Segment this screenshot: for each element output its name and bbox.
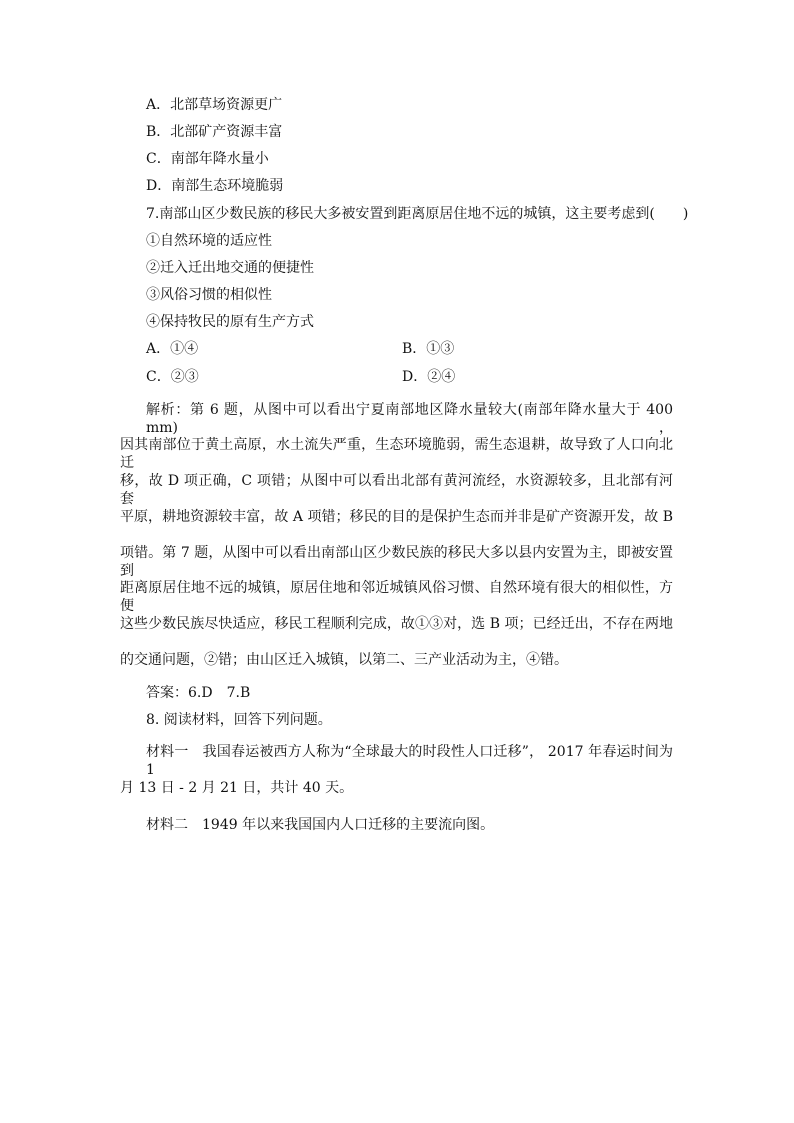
analysis-line-8: 的交通问题，②错；由山区迁入城镇，以第二、三产业活动为主，④错。 xyxy=(120,652,568,668)
q7-item-1: ①自然环境的适应性 xyxy=(146,233,272,249)
q7-item-4: ④保持牧民的原有生产方式 xyxy=(146,314,314,330)
q6-option-a: A．北部草场资源更广 xyxy=(146,97,283,113)
analysis-line-5: 项错。第 7 题，从图中可以看出南部山区少数民族的移民大多以县内安置为主，即被安置到 xyxy=(120,545,673,579)
q7-option-c: C．②③ xyxy=(146,369,199,385)
q7-option-d: D．②④ xyxy=(402,369,456,385)
q8-stem: 8. 阅读材料，回答下列问题。 xyxy=(146,712,332,728)
q7-item-2: ②迁入迁出地交通的便捷性 xyxy=(146,260,314,276)
q7-option-a: A．①④ xyxy=(146,341,199,357)
material-1-line-1: 材料一 我国春运被西方人称为“全球最大的时段性人口迁移”， 2017 年春运时间为 1 xyxy=(146,744,673,778)
analysis-line-3: 移，故 D 项正确，C 项错；从图中可以看出北部有黄河流经，水资源较多，且北部有河套 xyxy=(120,473,673,507)
q6-option-d: D．南部生态环境脆弱 xyxy=(146,178,284,194)
material-2: 材料二 1949 年以来我国国内人口迁移的主要流向图。 xyxy=(146,817,495,833)
q6-option-c: C．南部年降水量小 xyxy=(146,151,269,167)
q7-item-3: ③风俗习惯的相似性 xyxy=(146,287,272,303)
analysis-line-4: 平原，耕地资源较丰富，故 A 项错；移民的目的是保护生态而并非是矿产资源开发，故 B xyxy=(120,509,673,525)
q7-option-b: B．①③ xyxy=(402,341,455,357)
analysis-line-1: 解析：第 6 题，从图中可以看出宁夏南部地区降水量较大(南部年降水量大于 400 mm)， xyxy=(146,402,673,436)
q6-option-b: B．北部矿产资源丰富 xyxy=(146,124,283,140)
q7-stem: 7.南部山区少数民族的移民大多被安置到距离原居住地不远的城镇，这主要考虑到( ) xyxy=(146,206,689,222)
material-1-line-2: 月 13 日 - 2 月 21 日，共计 40 天。 xyxy=(120,780,354,796)
analysis-line-2: 因其南部位于黄土高原，水土流失严重，生态环境脆弱，需生态退耕，故导致了人口向北迁 xyxy=(120,437,673,471)
analysis-line-7: 这些少数民族尽快适应，移民工程顺利完成，故①③对，选 B 项；已经迁出，不存在两地 xyxy=(120,616,673,632)
analysis-line-6: 距离原居住地不远的城镇，原居住地和邻近城镇风俗习惯、自然环境有很大的相似性，方便 xyxy=(120,580,673,614)
answer: 答案：6.D 7.B xyxy=(146,685,251,701)
